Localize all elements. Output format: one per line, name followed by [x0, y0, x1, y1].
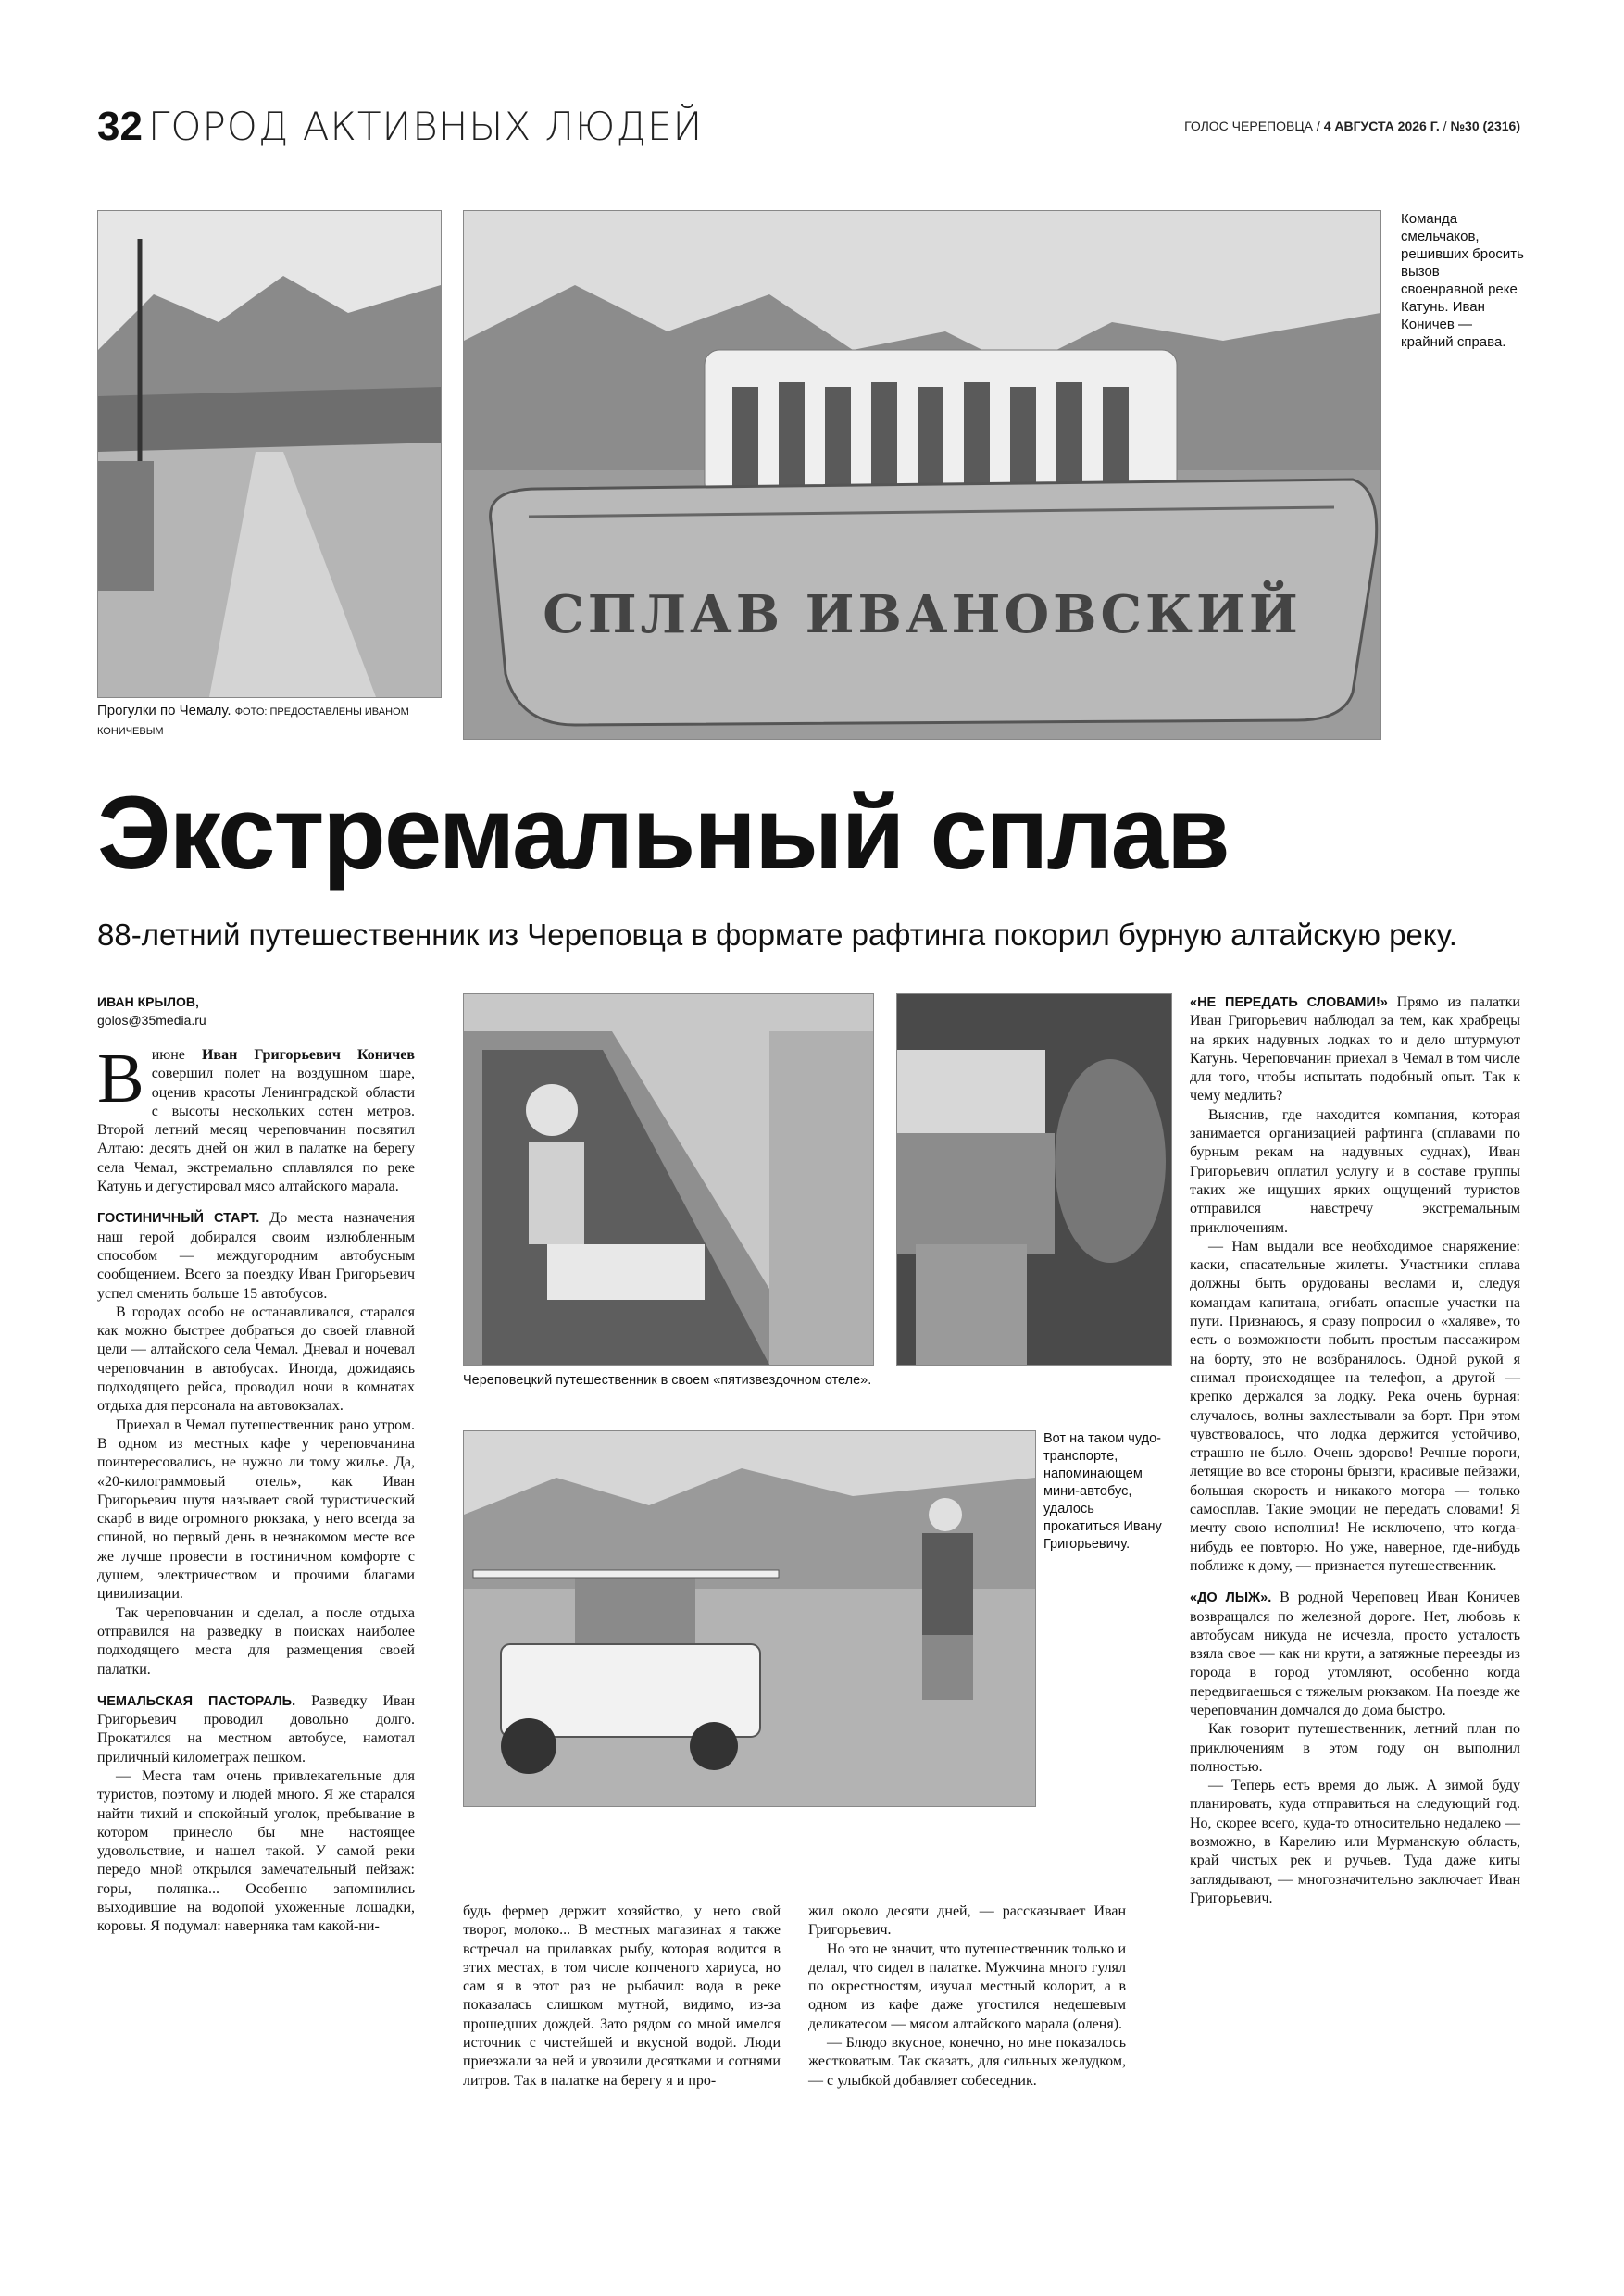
- headline: Экстремальный сплав: [97, 775, 1229, 891]
- subheading-hotel-start: ГОСТИНИЧНЫЙ СТАРТ.: [97, 1211, 260, 1227]
- paragraph: — Блюдо вкусное, конечно, но мне показалось жестковатым. Так сказать, для сильных желудком, — с улыбкой добавляет собеседник.: [808, 2035, 1126, 2089]
- author-name: ИВАН КРЫЛОВ,: [97, 994, 199, 1009]
- photo-raft-team: [463, 210, 1381, 740]
- paragraph: [97, 1692, 415, 1767]
- author-email[interactable]: golos@35media.ru: [97, 1013, 206, 1028]
- paragraph: Как говорит путешественник, летний план по приключениям в этом году он выполнил полностью.: [1190, 1721, 1520, 1775]
- caption-cart: Вот на таком чудо-транспорте, напоминающем мини-автобус, удалось прокатиться Ивану Григорьевичу.: [1043, 1431, 1162, 1552]
- subheading-until-skis: «ДО ЛЫЖ».: [1190, 1591, 1272, 1606]
- raft-lettering: СПЛАВ ИВАНОВСКИЙ: [543, 584, 1302, 645]
- issue-line: ГОЛОС ЧЕРЕПОВЦА / 4 АВГУСТА 2026 Г. / №30 (2316): [1184, 119, 1520, 133]
- caption-road-text: Прогулки по Чемалу.: [97, 703, 231, 718]
- paragraph: — Места там очень привлекательные для туристов, поэтому и людей много. Я же старался найти тихий и спокойный уголок, пребывание в котором принесло бы мне настоящее удовольствие, и нашел такой. У самой реки передо мной открылся замечательный пейзаж: горы, полянка... Особенно запомнились выходившие на водопой ухоженные лошадки, коровы. Я подумал: наверняка там какой-ни-: [97, 1767, 415, 1935]
- paragraph-text: Прямо из палатки Иван Григорьевич наблюдал за тем, как храбрецы на ярких надувных лодках то и дело штурмуют Катунь. Череповчанин приехал в Чемал в том числе для того, чтобы испытать подобный опыт. Так к чему медлить?: [1190, 994, 1520, 1104]
- hero-name: Иван Григорьевич Коничев: [201, 1047, 415, 1063]
- photo-cart: [463, 1430, 1036, 1807]
- photo-road: [97, 210, 442, 698]
- lead-text-b: совершил полет на воздушном шаре, оценив красоты Ленинградской области с высоты нескольких сотен метров. Второй летний месяц череповчанин посвятил Алтаю: десять дней он жил в палатке на берегу села Чемал, экстремально сплавлялся по реке Катунь и дегустировал мясо алтайского марала.: [97, 1066, 415, 1195]
- column-3: [808, 1903, 1126, 2090]
- newspaper-name: ГОЛОС ЧЕРЕПОВЦА: [1184, 119, 1314, 133]
- paragraph: жил около десяти дней, — рассказывает Иван Григорьевич.: [808, 1903, 1126, 1939]
- byline: [97, 992, 206, 1029]
- paragraph: В городах особо не останавливался, старался как можно быстрее добраться до своей главной цели — алтайского села Чемал. Дневал и ночевал череповчанин в автобусах. Иногда, дожидаясь подходящего рейса, проводил ночи в комнатах отдыха для персонала на автовокзалах.: [97, 1304, 415, 1415]
- paragraph: [97, 1209, 415, 1303]
- paragraph: Так череповчанин и сделал, а после отдыха отправился на разведку в поисках наиболее подходящего места для размещения своей палатки.: [97, 1604, 415, 1678]
- paragraph-text: В родной Череповец Иван Коничев возвращался по железной дороге. Нет, любовь к автобусам никуда не исчезла, просто усталость взяла свое — как ни крути, а затяжные переезды из города в город утомляют, особенно когда передвигаешься с тяжелым рюкзаком. На поезде же череповчанин домчался до дома быстро.: [1190, 1590, 1520, 1718]
- lead-paragraph: [97, 1040, 415, 1196]
- section-title: ГОРОД АКТИВНЫХ ЛЮДЕЙ: [148, 104, 704, 149]
- caption-tent: Череповецкий путешественник в своем «пятизвездочном отеле».: [463, 1373, 872, 1388]
- subheadline: 88-летний путешественник из Череповца в формате рафтинга покорил бурную алтайскую реку.: [97, 917, 1457, 952]
- column-4: [1190, 993, 1520, 1908]
- drop-cap: В: [97, 1040, 144, 1117]
- photo-tent: [463, 993, 874, 1366]
- paragraph: — Теперь есть время до лыж. А зимой буду планировать, куда отправиться на следующий год. Но, скорее всего, куда-то относительно недалеко — возможно, в Карелию или Мурманскую область, край чистых рек и ручьев. Туда даже киты заглядывают, — многозначительно заключает Иван Григорьевич.: [1190, 1778, 1520, 1906]
- lead-text-a: июне: [151, 1047, 202, 1063]
- subheading-pastoral: ЧЕМАЛЬСКАЯ ПАСТОРАЛЬ.: [97, 1693, 296, 1709]
- column-2: [463, 1903, 781, 2090]
- photo-inside-tent: [896, 993, 1172, 1366]
- paragraph-text: Разведку Иван Григорьевич проводил довольно долго. Прокатился на местном автобусе, намотал приличный километраж пешком.: [97, 1692, 416, 1766]
- page-number: 32: [97, 104, 143, 149]
- paragraph: [1190, 993, 1520, 1106]
- subheading-cannot-describe: «НЕ ПЕРЕДАТЬ СЛОВАМИ!»: [1190, 995, 1388, 1010]
- paragraph: будь фермер держит хозяйство, у него свой творог, молоко... В местных магазинах я также встречал на прилавках рыбу, которая водится в этих местах, в том числе копченого хариуса, но сам я в этот раз не рыбачил: вода в реке показалась слишком мутной, видимо, из-за прошедших дождей. Зато рядом со мной имелся источник с чистейшей и вкусной водой. Люди приезжали за ней и увозили десятками и сотнями литров. Так в палатке на берегу я и про-: [463, 1903, 781, 2089]
- column-1: [97, 1040, 416, 2129]
- paragraph-text: До места назначения наш герой добирался своим излюбленным способом — междугородним автобусным сообщением. Всего за поездку Иван Григорьевич успел сменить больше 15 автобусов.: [97, 1210, 415, 1302]
- paragraph: Но это не значит, что путешественник только и делал, что сидел в палатке. Мужчина много гулял по окрестностям, изучал местный колорит, а в одном из кафе даже угостился недешевым деликатесом — мясом алтайского марала (оленя).: [808, 1940, 1126, 2032]
- paragraph: Приехал в Чемал путешественник рано утром. В одном из местных кафе у череповчанина поинтересовались, не нужно ли тому жилье. Да, «20-килограммовый отель», как Иван Григорьевич шутя называет свой туристический скарб в виде огромного рюкзака, у него всегда за спиной, но первый день в незнакомом месте все же лучше провести в гостиничном комфорте с душем, электричеством и прочими благами цивилизации.: [97, 1416, 415, 1603]
- photo-credit: ФОТО: ПРЕДОСТАВЛЕНЫ ИВАНОМ КОНИЧЕВЫМ: [97, 706, 409, 737]
- paragraph: Выяснив, где находится компания, которая занимается организацией рафтинга (сплавами по бурным рекам на надувных суднах), Иван Григорьевич оплатил услугу и в составе группы таких же ищущих ярких ощущений туристов отправился навстречу экстремальным приключениям.: [1190, 1106, 1520, 1236]
- paragraph: — Нам выдали все необходимое снаряжение: каски, спасательные жилеты. Участники сплава должны быть орудованы веслами и, следуя командам капитана, огибать опасные участки на пути. Признаюсь, я сразу попросил о «халяве», то есть о возможности побыть простым пассажиром на борту, это не возбранялось. Одной рукой я снимал происходящее на телефон, а другой — крепко держался за лодку. Река очень бурная: случалось, волны захлестывали за борт. При этом чувствовалось, что лодка держится устойчиво, страшно не было. Очень здорово! Речные пороги, летящие во все стороны брызги, красивые пейзажи, большая скорость и никакого мотора — только самосплав. Такие эмоции не передать словами! Я мечту свою исполнил! Не исключено, что когда-нибудь ее повторю. Но уже, наверное, где-нибудь поближе к дому, — признается путешественник.: [1190, 1238, 1520, 1574]
- paragraph: [1190, 1589, 1520, 1720]
- caption-road: [97, 702, 449, 741]
- issue-number: №30 (2316): [1450, 119, 1520, 133]
- caption-raft: Команда смельчаков, решивших бросить вызов своенравной реке Катунь. Иван Коничев — крайний справа.: [1401, 211, 1524, 350]
- issue-date: 4 АВГУСТА 2026 Г.: [1323, 119, 1440, 133]
